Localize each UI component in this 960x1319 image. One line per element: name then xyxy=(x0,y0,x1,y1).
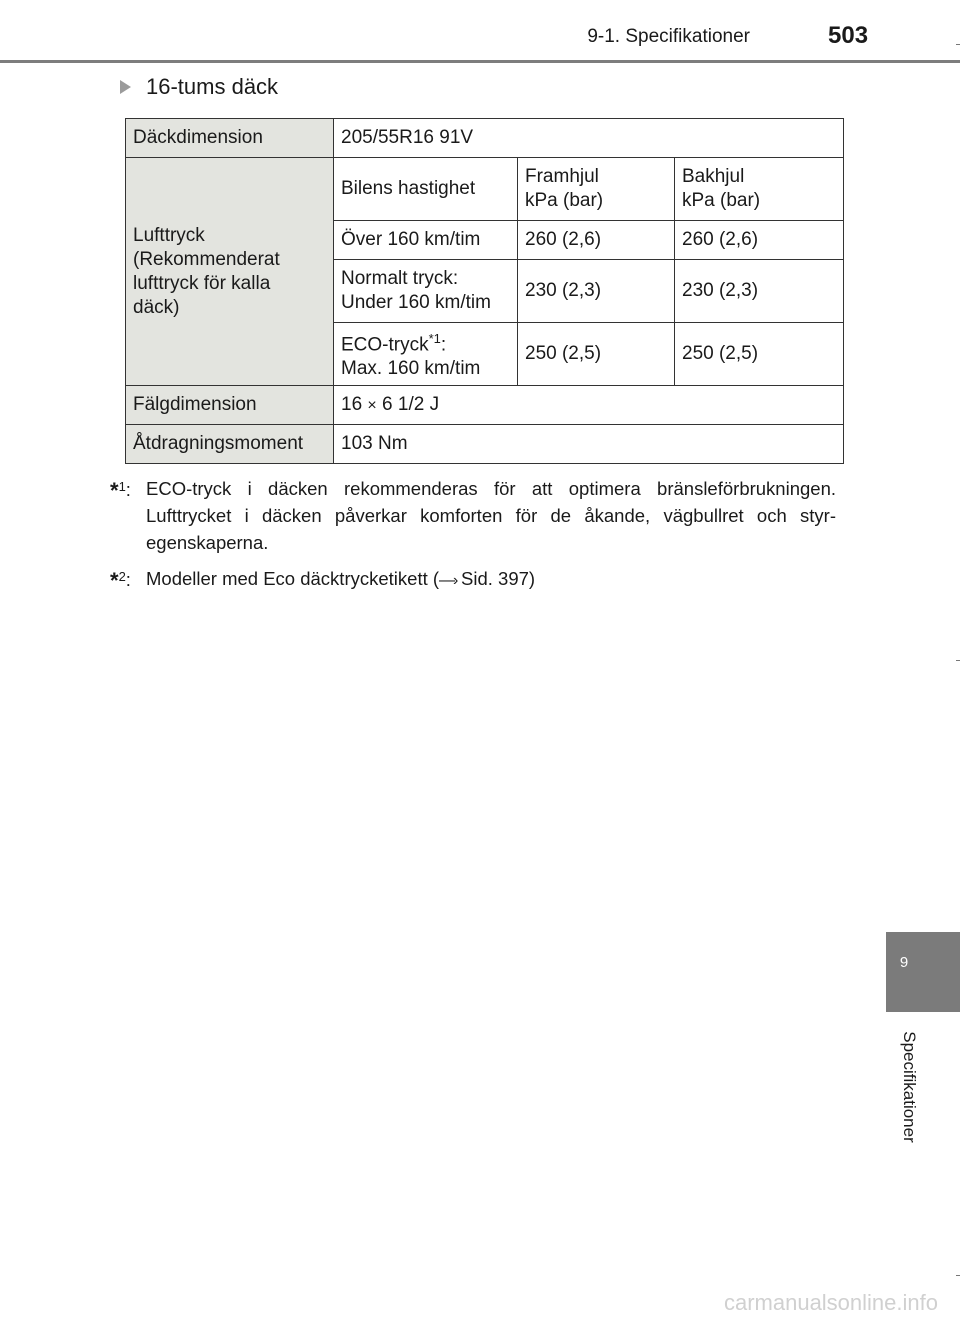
table-row xyxy=(126,158,844,221)
table-row xyxy=(126,119,844,158)
torque-label: Åtdragningsmoment xyxy=(126,425,334,464)
header-section-title: 9-1. Specifikationer xyxy=(587,26,750,47)
rim-size-value: 16 × 6 1/2 J xyxy=(334,386,844,425)
chapter-tab-number: 9 xyxy=(899,954,909,971)
chapter-side-label: Specifikationer xyxy=(900,1031,919,1143)
condition-cell: Över 160 km/tim xyxy=(334,221,518,260)
pressure-label: Lufttryck (Rekommenderat lufttryck för kalla däck) xyxy=(126,158,334,386)
trim-mark xyxy=(956,660,960,661)
table-row xyxy=(126,425,844,464)
page-reference-link[interactable]: Sid. 397 xyxy=(461,568,529,589)
trim-mark xyxy=(956,1275,960,1276)
watermark: carmanualsonline.info xyxy=(723,1290,938,1315)
condition-cell: Normalt tryck: Under 160 km/tim xyxy=(334,260,518,323)
speed-header: Bilens hastighet xyxy=(334,158,518,221)
footnote-marker: *$^2$: xyxy=(110,568,131,593)
condition-cell: ECO-tryck$^{*1}$: Max. 160 km/tim xyxy=(334,323,518,386)
footnote-2: *$^2$: Modeller med Eco däcktrycketikett (—› Sid. 397) xyxy=(110,565,836,594)
front-header: Framhjul kPa (bar) xyxy=(518,158,675,221)
arrow-right-icon: —› xyxy=(439,572,457,589)
footnote-ref: *1 xyxy=(428,330,441,346)
rear-header: Bakhjul kPa (bar) xyxy=(675,158,844,221)
footnote-text: Modeller med Eco däcktrycketikett ( xyxy=(146,568,440,589)
tire-spec-table xyxy=(125,118,844,464)
front-pressure-cell: 230 (2,3) xyxy=(518,260,675,323)
trim-mark xyxy=(956,44,960,45)
triangle-bullet-icon xyxy=(120,80,131,94)
footnote-1 xyxy=(110,475,836,556)
rear-pressure-cell: 260 (2,6) xyxy=(675,221,844,260)
table-row xyxy=(126,386,844,425)
page-number: 503 xyxy=(828,22,869,49)
front-pressure-cell: 250 (2,5) xyxy=(518,323,675,386)
header-rule xyxy=(0,60,960,63)
tire-size-label: Däckdimension xyxy=(126,119,334,158)
rear-pressure-cell: 230 (2,3) xyxy=(675,260,844,323)
section-title xyxy=(120,74,278,100)
tire-size-value: 205/55R16 91V xyxy=(334,119,844,158)
footnote-text: ECO-tryck i däcken rekommenderas för att optimera bränsleförbrukningen. Lufttrycket i däcken påverkar komforten för de åkande, vägbullret och styr-egenskaperna. xyxy=(146,478,836,553)
front-pressure-cell: 260 (2,6) xyxy=(518,221,675,260)
footnote-marker: *$^1$: xyxy=(110,478,131,503)
rim-size-label: Fälgdimension xyxy=(126,386,334,425)
section-title-text: 16-tums däck xyxy=(146,74,279,99)
torque-value: 103 Nm xyxy=(334,425,844,464)
chapter-tab[interactable] xyxy=(886,932,960,1012)
rear-pressure-cell: 250 (2,5) xyxy=(675,323,844,386)
